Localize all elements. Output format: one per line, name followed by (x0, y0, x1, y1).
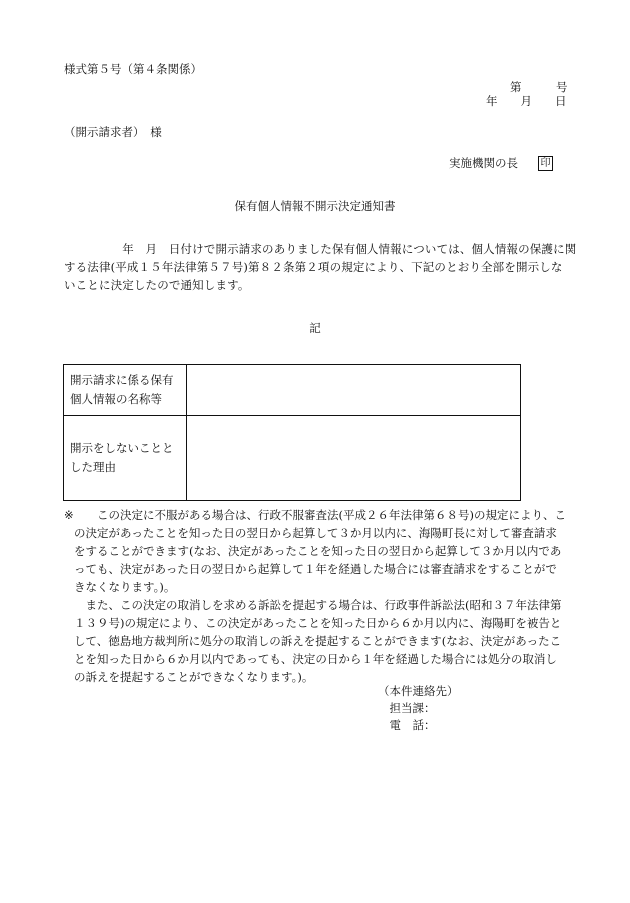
appeal-note (64, 506, 576, 686)
details-table (63, 364, 521, 501)
note-line: きなくなります。)。 (74, 580, 176, 594)
row-label-item-name: 開示請求に係る保有 個人情報の名称等 (64, 365, 187, 416)
body-line: いことに決定したので通知します。 (64, 278, 250, 292)
row-value-item-name (187, 365, 521, 416)
contact-block (378, 683, 459, 734)
recipient: （開示請求者） 様 (64, 125, 162, 139)
note-paragraph-appeal (74, 506, 576, 596)
table-row (64, 365, 521, 416)
note-line: の訴えを提起することができなくなります。)。 (74, 670, 314, 684)
note-line: この決定に不服がある場合は、行政不服審査法(平成２６年法律第６８号)の規定により、こ (97, 508, 566, 522)
row-label-reason: 開示をしないことと した理由 (64, 416, 187, 501)
note-line: とを知った日から６か月以内であっても、決定の日から１年を経過した場合には処分の取消し (74, 652, 557, 666)
contact-person: 担当課： (389, 701, 436, 715)
seal-mark: 印 (538, 156, 553, 171)
contact-phone: 電 話： (389, 718, 436, 732)
document-title: 保有個人情報不開示決定通知書 (234, 199, 396, 213)
note-line: の決定があったことを知った日の翌日から起算して３か月以内に、海陽町長に対して審査請求 (74, 526, 557, 540)
note-paragraph-lawsuit (74, 596, 576, 686)
note-line: っても、決定があった日の翌日から起算して１年を経過した場合には審査請求をすることがで (74, 562, 557, 576)
body-line: する法律(平成１５年法律第５７号)第８２条第２項の規定により、下記のとおり全部を開示しな (64, 260, 563, 274)
body-paragraph (64, 240, 577, 294)
form-number: 様式第５号（第４条関係） (64, 62, 202, 76)
note-line: また、この決定の取消しを求める訴訟を提起する場合は、行政事件訴訟法(昭和３７年法律第 (85, 598, 562, 612)
note-line: して、徳島地方裁判所に処分の取消しの訴えを提起することができます(なお、決定があったこ (74, 634, 562, 648)
body-line: 年 月 日付けで開示請求のありました保有個人情報については、個人情報の保護に関 (64, 242, 577, 256)
issuer (449, 156, 553, 171)
document-number: 第 号 (510, 80, 568, 94)
row-value-reason (187, 416, 521, 501)
document-date: 年 月 日 (486, 94, 567, 108)
note-mark: ※ (64, 508, 74, 522)
contact-heading: （本件連絡先） (378, 684, 459, 698)
issuer-label: 実施機関の長 (449, 155, 518, 170)
note-line: １３９号)の規定により、この決定があったことを知った日から６か月以内に、海陽町を被告と (74, 616, 562, 630)
table-row (64, 416, 521, 501)
ki-heading: 記 (309, 321, 321, 335)
note-line: をすることができます(なお、決定があったことを知った日の翌日から起算して３か月以内であ (74, 544, 562, 558)
